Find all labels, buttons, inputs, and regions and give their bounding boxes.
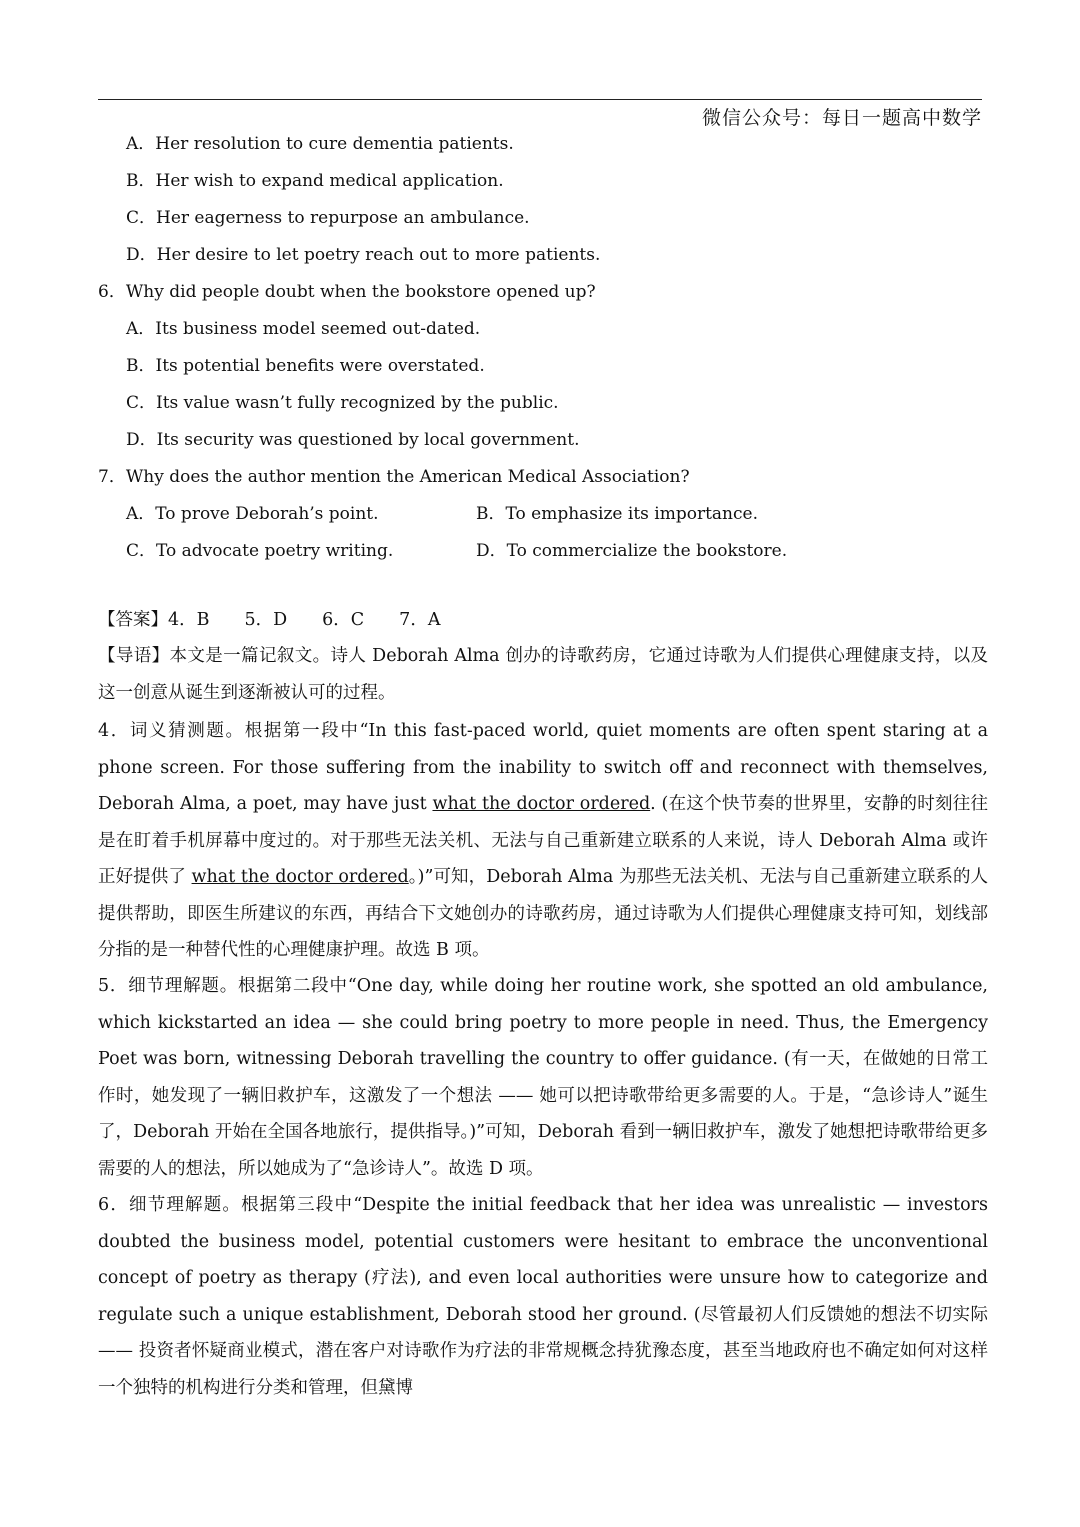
- explanation-4-part1: 4．词义猜测题。根据第一段中“In this fast-paced world, quiet moments are often spent staring at a phone screen. For those suffering from the inability to switch off and reconnect with themselves, Deborah Alma, a poet, may have just: [98, 721, 988, 814]
- intro-paragraph: 【导语】本文是一篇记叙文。诗人 Deborah Alma 创办的诗歌药房，它通过诗歌为人们提供心理健康支持，以及这一创意从诞生到逐渐被认可的过程。: [98, 646, 988, 703]
- underlined-phrase-1: what the doctor ordered: [432, 794, 651, 814]
- q7-option-d: D．To commercialize the bookstore.: [476, 541, 788, 561]
- q6-option-d: D．Its security was questioned by local government.: [126, 430, 580, 450]
- explanation-4: [98, 713, 988, 969]
- q7-question: 7．Why does the author mention the American Medical Association?: [98, 467, 690, 487]
- q7-option-b: B．To emphasize its importance.: [476, 504, 758, 524]
- answer-key: 【答案】4．B 5．D 6．C 7．A: [98, 610, 441, 630]
- q5-option-d: D．Her desire to let poetry reach out to more patients.: [126, 245, 601, 265]
- q5-option-b: B．Her wish to expand medical application.: [126, 171, 504, 191]
- header-rule: [98, 99, 982, 100]
- explanation-5: 5．细节理解题。根据第二段中“One day, while doing her routine work, she spotted an old ambulance, which kickstarted an idea — she could bring poetry to more people in need. Thus, the Emergency Poet was born, witnessing Deborah travelling the country to offer guidance. (有一天，在做她的日常工作时，她发现了一辆旧救护车，这激发了一个想法 —— 她可以把诗歌带给更多需要的人。于是，“急诊诗人”诞生了，Deborah 开始在全国各地旅行，提供指导。)”可知，Deborah 看到一辆旧救护车，激发了她想把诗歌带给更多需要的人的想法，所以她成为了“急诊诗人”。故选 D 项。: [98, 976, 988, 1179]
- q7-option-c: C．To advocate poetry writing.: [126, 541, 394, 561]
- explanation-6: 6．细节理解题。根据第三段中“Despite the initial feedback that her idea was unrealistic — investors doubted the business model, potential customers were hesitant to embrace the unconventional concept of poetry as therapy (疗法), and even local authorities were unsure how to categorize and regulate such a unique establishment, Deborah stood her ground. (尽管最初人们反馈她的想法不切实际 —— 投资者怀疑商业模式，潜在客户对诗歌作为疗法的非常规概念持犹豫态度，甚至当地政府也不确定如何对这样一个独特的机构进行分类和管理，但黛博: [98, 1195, 988, 1398]
- q6-option-b: B．Its potential benefits were overstated.: [126, 356, 485, 376]
- explanation-4-part2: . (在这个快节奏的世界里，安静的时刻往往是在盯着手机屏幕中度过的。对于那些无法关机、无法与自己重新建立联系的人来说，诗人 Deborah Alma 或许正好提供了: [98, 794, 989, 887]
- q7-option-a: A．To prove Deborah’s point.: [126, 504, 379, 524]
- underlined-phrase-2: what the doctor ordered: [191, 867, 409, 887]
- explanation-4-part3: 。)”可知，Deborah Alma 为那些无法关机、无法与自己重新建立联系的人提供帮助，即医生所建议的东西，再结合下文她创办的诗歌药房，通过诗歌为人们提供心理健康支持可知，划线部分指的是一种替代性的心理健康护理。故选 B 项。: [98, 867, 989, 960]
- q6-option-c: C．Its value wasn’t fully recognized by the public.: [126, 393, 559, 413]
- q6-question: 6．Why did people doubt when the bookstore opened up?: [98, 282, 596, 302]
- q5-option-c: C．Her eagerness to repurpose an ambulance.: [126, 208, 530, 228]
- q5-option-a: A．Her resolution to cure dementia patients.: [126, 134, 514, 154]
- header-wechat-account: 微信公众号：每日一题高中数学: [701, 107, 982, 129]
- q6-option-a: A．Its business model seemed out-dated.: [126, 319, 481, 339]
